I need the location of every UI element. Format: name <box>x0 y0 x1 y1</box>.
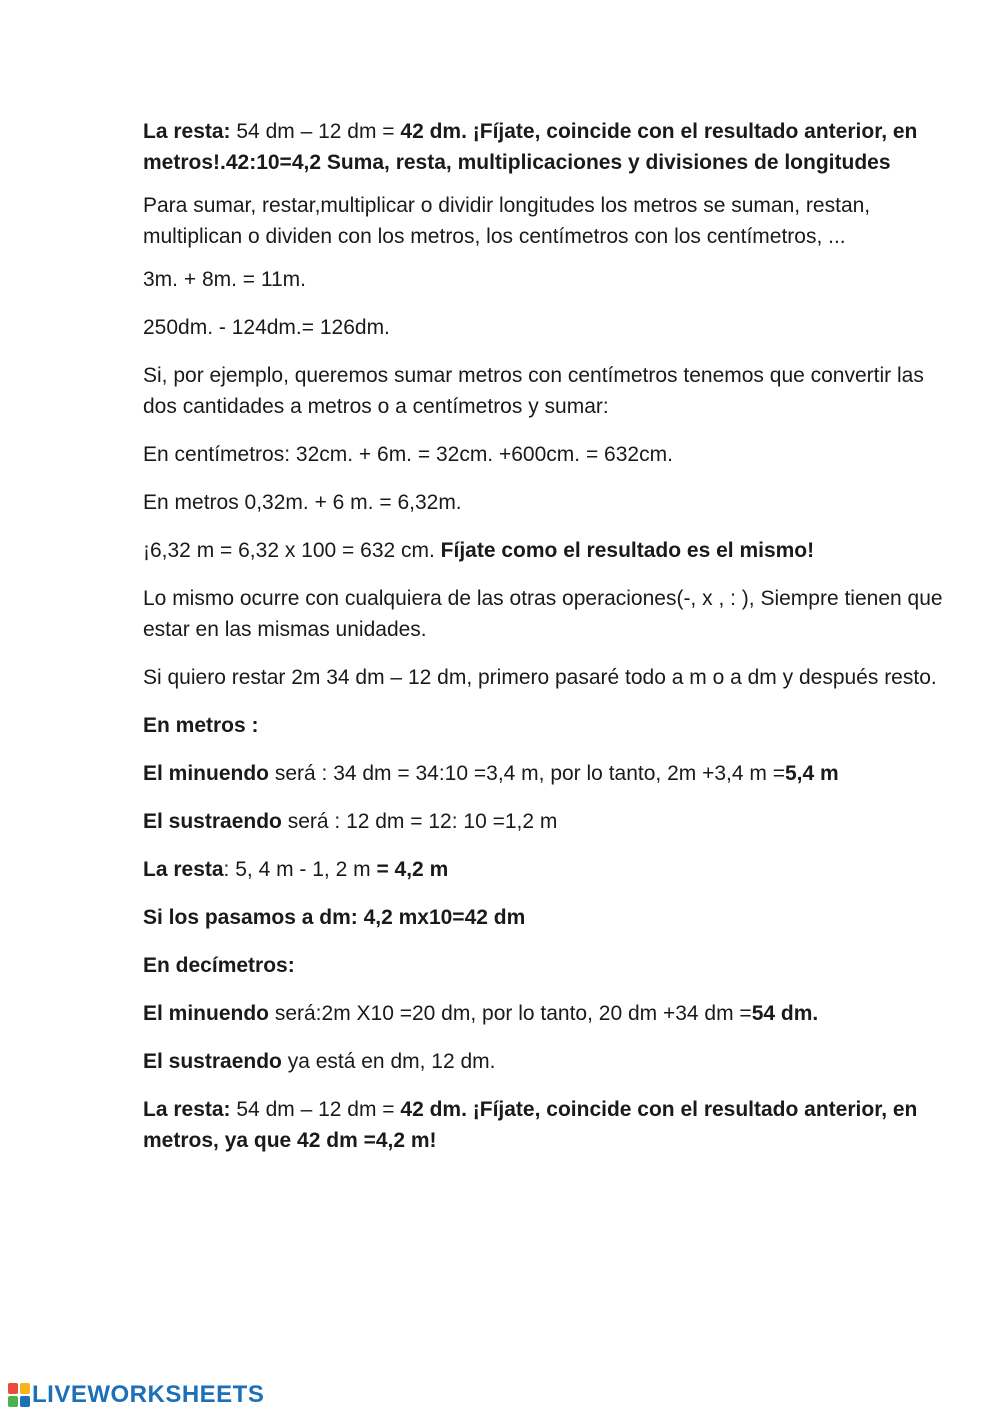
bold-text: El minuendo <box>143 762 269 785</box>
paragraph <box>143 806 943 837</box>
text: En centímetros: 32cm. + 6m. = 32cm. +600cm. = 632cm. <box>143 443 673 466</box>
document-body <box>143 116 943 1173</box>
bold-text: El sustraendo <box>143 1050 282 1073</box>
paragraph <box>143 487 943 518</box>
paragraph <box>143 535 943 566</box>
logo-mark-icon <box>8 1383 30 1407</box>
text: 250dm. - 124dm.= 126dm. <box>143 316 390 339</box>
text: : 5, 4 m - 1, 2 m <box>223 858 377 881</box>
paragraph <box>143 998 943 1029</box>
text: 3m. + 8m. = 11m. <box>143 268 307 291</box>
text: En metros 0,32m. + 6 m. = 6,32m. <box>143 491 462 514</box>
liveworksheets-logo[interactable] <box>8 1380 264 1410</box>
paragraph <box>143 1046 943 1077</box>
text: 54 dm – 12 dm = <box>230 1098 401 1121</box>
text: será : 12 dm = 12: 10 =1,2 m <box>281 810 558 833</box>
bold-text: La resta <box>143 858 224 881</box>
bold-text: 42 dm. ¡Fíjate, coincide con el resultado anterior, en metros, ya que 42 dm =4,2 m! <box>143 1098 918 1152</box>
bold-text: Si los pasamos a dm: 4,2 mx10=42 dm <box>143 906 526 929</box>
logo-text: LIVEWORKSHEETS <box>32 1381 265 1408</box>
bold-text: = 4,2 m <box>376 858 449 881</box>
bold-text: 42 dm. ¡Fíjate, coincide con el resultado anterior, en metros!.42:10=4,2 Suma, resta, multiplicaciones y divisiones de longitudes <box>143 120 918 174</box>
text: ya está en dm, 12 dm. <box>281 1050 496 1073</box>
text: Lo mismo ocurre con cualquiera de las otras operaciones(-, x , : ), Siempre tienen que estar en las mismas unidades. <box>143 587 943 641</box>
text: será:2m X10 =20 dm, por lo tanto, 20 dm +34 dm = <box>269 1002 752 1025</box>
text: Si quiero restar 2m 34 dm – 12 dm, primero pasaré todo a m o a dm y después resto. <box>143 666 937 689</box>
bold-text: La resta: <box>143 120 231 143</box>
paragraph <box>143 662 943 693</box>
paragraph <box>143 264 943 295</box>
paragraph <box>143 1094 943 1156</box>
paragraph <box>143 950 943 981</box>
text: será : 34 dm = 34:10 =3,4 m, por lo tanto, 2m +3,4 m = <box>269 762 785 785</box>
text: ¡6,32 m = 6,32 x 100 = 632 cm. <box>143 539 441 562</box>
text: 54 dm – 12 dm = <box>230 120 401 143</box>
paragraph <box>143 710 943 741</box>
bold-text: El sustraendo <box>143 810 282 833</box>
text: Si, por ejemplo, queremos sumar metros con centímetros tenemos que convertir las dos cantidades a metros o a centímetros y sumar: <box>143 364 924 418</box>
text: Para sumar, restar,multiplicar o dividir longitudes los metros se suman, restan, multiplican o dividen con los metros, los centímetros con los centímetros, ... <box>143 194 871 248</box>
paragraph <box>143 902 943 933</box>
paragraph <box>143 439 943 470</box>
bold-text: La resta: <box>143 1098 231 1121</box>
paragraph <box>143 583 943 645</box>
paragraph <box>143 854 943 885</box>
paragraph <box>143 190 943 252</box>
bold-text: Fíjate como el resultado es el mismo! <box>440 539 815 562</box>
bold-text: En decímetros: <box>143 954 295 977</box>
paragraph <box>143 312 943 343</box>
bold-text: El minuendo <box>143 1002 269 1025</box>
bold-text: En metros : <box>143 714 259 737</box>
bold-text: 5,4 m <box>784 762 839 785</box>
bold-text: 54 dm. <box>751 1002 819 1025</box>
paragraph <box>143 116 943 178</box>
paragraph <box>143 360 943 422</box>
paragraph <box>143 758 943 789</box>
